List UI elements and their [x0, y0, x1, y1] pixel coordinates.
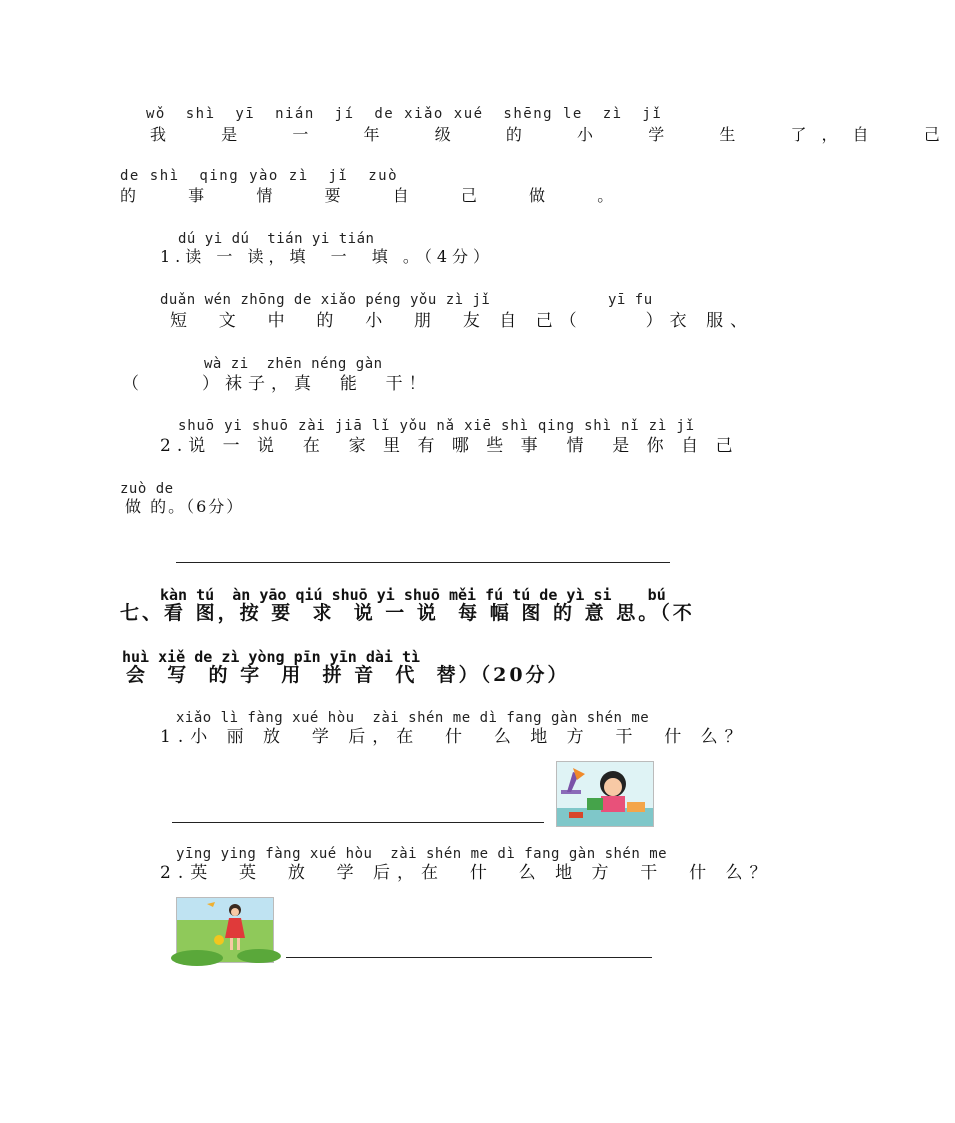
intro-pinyin-2: de shì qing yào zì jǐ zuò [120, 168, 399, 184]
q1-line1-pinyin: duǎn wén zhōng de xiǎo péng yǒu zì jǐ [160, 292, 491, 308]
s7-pinyin-2: huì xiě de zì yòng pīn yīn dài tì [122, 648, 421, 666]
q2-pinyin-2: zuò de [120, 481, 174, 497]
s7q1-answer-line[interactable] [172, 822, 544, 823]
q1-pinyin: dú yi dú tián yi tián [178, 231, 375, 247]
q1-line2-pinyin: wà zi zhēn néng gàn [204, 356, 383, 372]
q1-line2-text: （ ）袜子，真 能 干！ [122, 374, 432, 394]
q2-text-2: 做 的。（6分） [125, 497, 245, 516]
s7q1-pinyin: xiǎo lì fàng xué hòu zài shén me dì fang gàn shén me [176, 710, 650, 726]
s7q2-answer-line[interactable] [286, 957, 652, 958]
playing-girl-image [176, 897, 274, 963]
intro-text-1: 我 是 一 年 级 的 小 学 生 了，自 己 [150, 125, 955, 144]
q2-title: 2.说 一 说 在 家 里 有 哪 些 事 情 是 你 自 己 [160, 436, 739, 456]
intro-pinyin-1: wǒ shì yī nián jí de xiǎo xué shēng le zì jǐ [146, 106, 663, 122]
q2-pinyin: shuō yi shuō zài jiā lǐ yǒu nǎ xiē shì qing shì nǐ zì jǐ [178, 418, 695, 434]
intro-text-2: 的 事 情 要 自 己 做 。 [120, 186, 628, 205]
s7-title-2: 会 写 的 字 用 拼 音 代 替）（20分） [126, 664, 570, 686]
s7q2-title: 2.英 英 放 学 后，在 什 么 地 方 干 什 么？ [160, 863, 774, 883]
q1-yifu-pinyin: yī fu [608, 292, 653, 308]
reading-girl-image [556, 761, 654, 827]
s7q1-title: 1.小 丽 放 学 后，在 什 么 地 方 干 什 么？ [160, 727, 749, 747]
q1-title: 1.读 一 读，填 一 填 。（4分） [160, 247, 495, 266]
q2-answer-line[interactable] [176, 562, 670, 563]
s7q2-pinyin: yīng ying fàng xué hòu zài shén me dì fang gàn shén me [176, 846, 668, 862]
s7-title-1: 七、看 图，按 要 求 说 一 说 每 幅 图 的 意 思。（不 [120, 602, 695, 624]
s7-pinyin-1: kàn tú àn yāo qiú shuō yi shuō měi fú tú de yì si bú [160, 586, 666, 604]
q1-line1-text: 短 文 中 的 小 朋 友 自 己（ ）衣 服、 [170, 311, 755, 331]
